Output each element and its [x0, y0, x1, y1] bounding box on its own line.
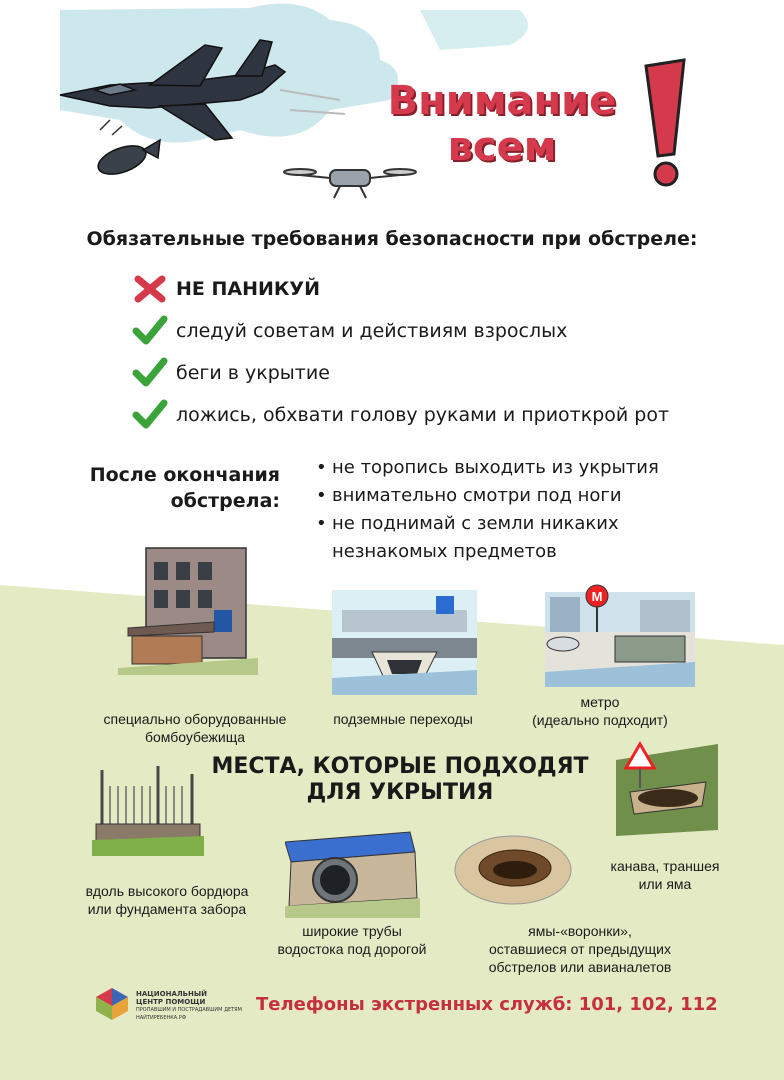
- page-title: [372, 78, 632, 170]
- underpass-illustration: [332, 590, 477, 695]
- rule-item: [132, 268, 669, 310]
- after-list: [316, 454, 659, 566]
- org-site: НАЙТИРЕБЕНКА.РФ: [136, 1015, 187, 1021]
- metro-caption-line: (идеально подходит): [532, 712, 668, 728]
- emergency-phones: Телефоны экстренных служб: 101, 102, 112: [256, 994, 718, 1015]
- metro-sign-text: М: [591, 589, 603, 604]
- after-heading-line-2: обстрела:: [170, 490, 280, 512]
- drone-icon: [284, 169, 416, 198]
- rule-text: ложись, обхвати голову руками и приоткрой рот: [176, 404, 670, 426]
- pipes-caption: [262, 922, 442, 958]
- pipes-caption-line: водостока под дорогой: [277, 941, 427, 957]
- metro-illustration: [545, 582, 695, 687]
- pipes-caption-line: широкие трубы: [302, 923, 402, 939]
- shelter-caption-line: бомбоубежища: [144, 729, 246, 745]
- craters-caption: [470, 922, 690, 976]
- requirements-list: [132, 268, 669, 436]
- after-heading: [60, 462, 280, 514]
- rule-item: [132, 310, 669, 352]
- curb-caption-line: вдоль высокого бордюра: [85, 883, 249, 899]
- check-icon: [132, 399, 168, 431]
- requirements-heading: Обязательные требования безопасности при обстреле:: [86, 228, 698, 250]
- underpass-caption: подземные переходы: [333, 711, 473, 727]
- metro-caption: [510, 693, 690, 729]
- exclamation-icon: [636, 58, 696, 188]
- rule-item: [132, 352, 669, 394]
- ditch-caption-line: канава, траншея: [610, 858, 720, 874]
- rule-text: НЕ ПАНИКУЙ: [176, 278, 320, 300]
- title-line-2: всем: [447, 124, 557, 170]
- places-heading-line: МЕСТА, КОТОРЫЕ ПОДХОДЯТ: [211, 754, 589, 779]
- after-item: • не поднимай с земли никаких: [316, 510, 659, 538]
- craters-caption-line: оставшиеся от предыдущих: [489, 941, 671, 957]
- check-icon: [132, 357, 168, 389]
- bomb-icon: [94, 140, 160, 180]
- after-item: • внимательно смотри под ноги: [316, 482, 659, 510]
- crater-illustration: [453, 830, 573, 910]
- cross-icon: [132, 273, 168, 305]
- org-name-line: НАЦИОНАЛЬНЫЙ: [136, 990, 207, 998]
- rule-text: беги в укрытие: [176, 362, 330, 384]
- craters-caption-line: ямы-«воронки»,: [528, 923, 632, 939]
- places-heading-line: ДЛЯ УКРЫТИЯ: [306, 780, 494, 805]
- craters-caption-line: обстрелов или авианалетов: [488, 959, 672, 975]
- rule-item: [132, 394, 669, 436]
- curb-caption-line: или фундамента забора: [87, 901, 247, 917]
- after-item-continuation: незнакомых предметов: [332, 541, 557, 562]
- rule-text: следуй советам и действиям взрослых: [176, 320, 568, 342]
- org-name-line: ПРОПАВШИМ И ПОСТРАДАВШИМ ДЕТЯМ: [136, 1007, 242, 1013]
- ditch-caption: [590, 857, 740, 893]
- curb-caption: [62, 882, 272, 918]
- bomb-shelter-illustration: [118, 540, 258, 675]
- org-name: [136, 990, 242, 1022]
- check-icon: [132, 315, 168, 347]
- shelter-caption: [90, 710, 300, 746]
- title-line-1: Внимание: [387, 78, 617, 124]
- ditch-illustration: [610, 740, 722, 840]
- places-heading: [200, 754, 600, 806]
- ditch-caption-line: или яма: [638, 876, 692, 892]
- metro-caption-line: метро: [580, 694, 620, 710]
- org-logo-icon: [92, 986, 132, 1022]
- after-heading-line-1: После окончания: [89, 464, 280, 486]
- org-name-line: ЦЕНТР ПОМОЩИ: [136, 998, 206, 1006]
- after-item: • не торопись выходить из укрытия: [316, 454, 659, 482]
- fence-illustration: [92, 760, 204, 860]
- drain-pipe-illustration: [285, 828, 420, 918]
- shelter-caption-line: специально оборудованные: [103, 711, 287, 727]
